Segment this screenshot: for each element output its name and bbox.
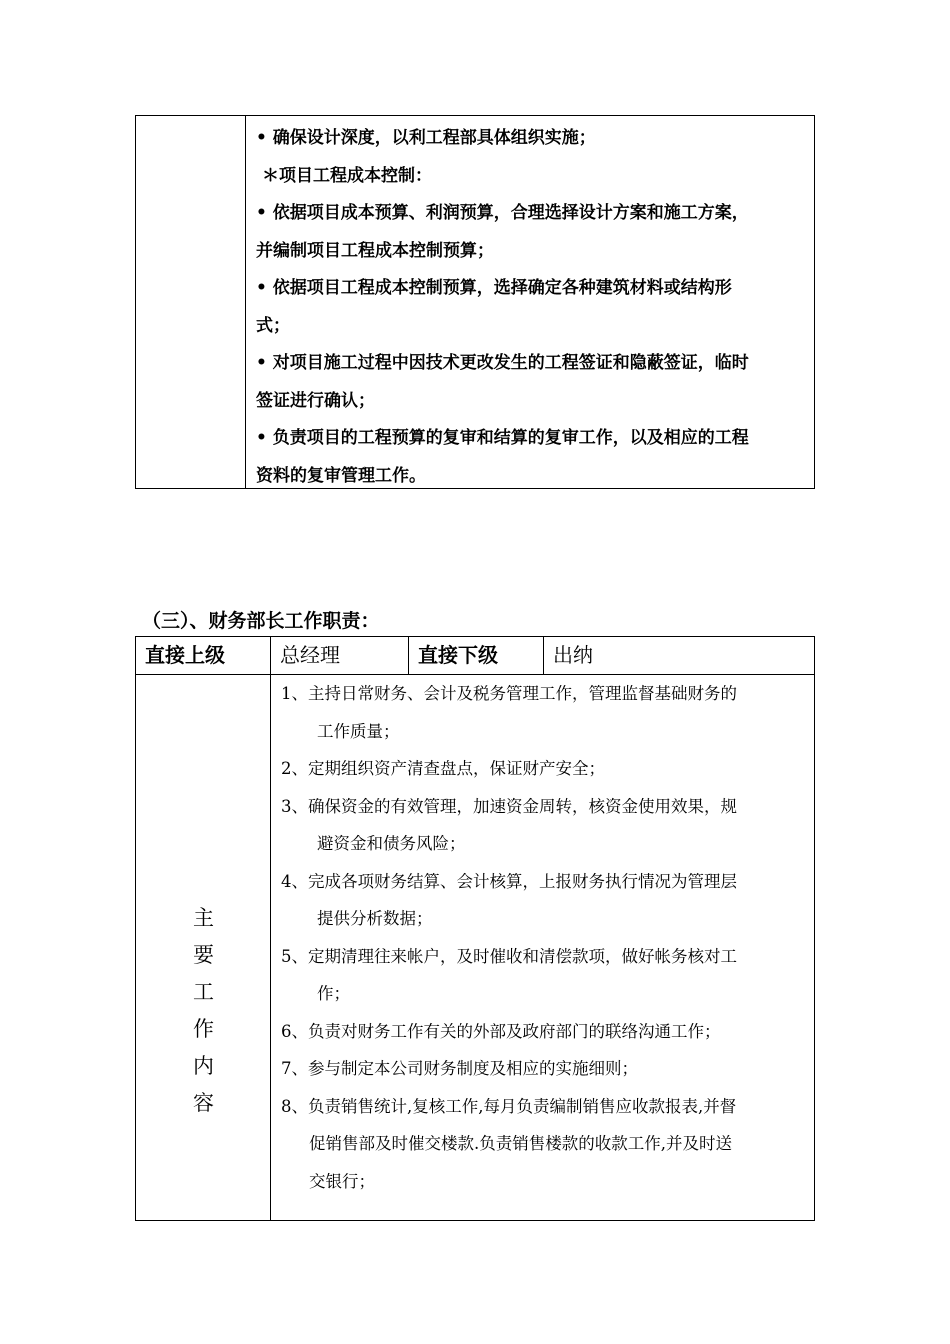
duty-subheading: ＊项目工程成本控制： <box>262 165 432 186</box>
duty-line: 式； <box>256 315 290 336</box>
duty-item: 3、确保资金的有效管理，加速资金周转，核资金使用效果，规 <box>281 796 737 816</box>
duty-item: 8、负责销售统计,复核工作,每月负责编制销售应收款报表,并督 <box>281 1096 737 1116</box>
table-left-cell <box>136 116 246 488</box>
row-label-char: 工 <box>193 980 214 1004</box>
finance-duties-table <box>135 636 815 1221</box>
duty-item: 6、负责对财务工作有关的外部及政府部门的联络沟通工作； <box>281 1021 721 1041</box>
duty-item-continuation: 提供分析数据； <box>317 909 433 928</box>
superior-value: 总经理 <box>271 637 409 674</box>
duty-line: • 确保设计深度，以利工程部具体组织实施； <box>256 128 596 148</box>
duty-item: 7、参与制定本公司财务制度及相应的实施细则； <box>281 1059 638 1078</box>
section-heading: （三）、财务部长工作职责： <box>142 610 380 632</box>
row-label-char: 要 <box>193 943 214 967</box>
duties-table-continued <box>135 115 815 489</box>
row-label-char: 内 <box>193 1054 214 1078</box>
duty-line: • 负责项目的工程预算的复审和结算的复审工作，以及相应的工程 <box>256 428 749 448</box>
row-label-cell <box>136 675 271 1220</box>
duty-line: • 对项目施工过程中因技术更改发生的工程签证和隐蔽签证，临时 <box>256 353 749 373</box>
row-label-char: 容 <box>193 1091 214 1115</box>
row-label-char: 作 <box>193 1017 214 1041</box>
duty-item: 2、定期组织资产清查盘点，保证财产安全； <box>281 759 605 778</box>
table-header-row <box>136 637 814 675</box>
duty-item-continuation: 交银行； <box>309 1171 375 1191</box>
row-label-char: 主 <box>193 906 214 930</box>
duties-content-cell <box>271 675 814 1220</box>
duty-item-continuation: 促销售部及时催交楼款.负责销售楼款的收款工作,并及时送 <box>309 1134 732 1153</box>
vertical-row-label <box>136 900 271 1122</box>
duty-item: 4、完成各项财务结算、会计核算，上报财务执行情况为管理层 <box>281 871 737 891</box>
duty-line: 资料的复审管理工作。 <box>256 465 426 486</box>
subordinate-label: 直接下级 <box>409 637 544 674</box>
duty-item: 1、主持日常财务、会计及税务管理工作，管理监督基础财务的 <box>281 684 737 703</box>
duty-line: • 依据项目成本预算、利润预算，合理选择设计方案和施工方案， <box>256 203 749 223</box>
duty-item: 5、定期清理往来帐户，及时催收和清偿款项，做好帐务核对工 <box>281 946 737 966</box>
duty-line: 签证进行确认； <box>256 390 375 411</box>
duty-item-continuation: 作； <box>317 984 350 1003</box>
duty-item-continuation: 工作质量； <box>317 721 400 741</box>
superior-label: 直接上级 <box>136 637 271 674</box>
duty-line: • 依据项目工程成本控制预算，选择确定各种建筑材料或结构形 <box>256 278 732 298</box>
duty-line: 并编制项目工程成本控制预算； <box>256 240 494 261</box>
table-content-cell <box>246 116 814 488</box>
subordinate-value: 出纳 <box>553 643 593 667</box>
duty-item-continuation: 避资金和债务风险； <box>317 834 466 853</box>
